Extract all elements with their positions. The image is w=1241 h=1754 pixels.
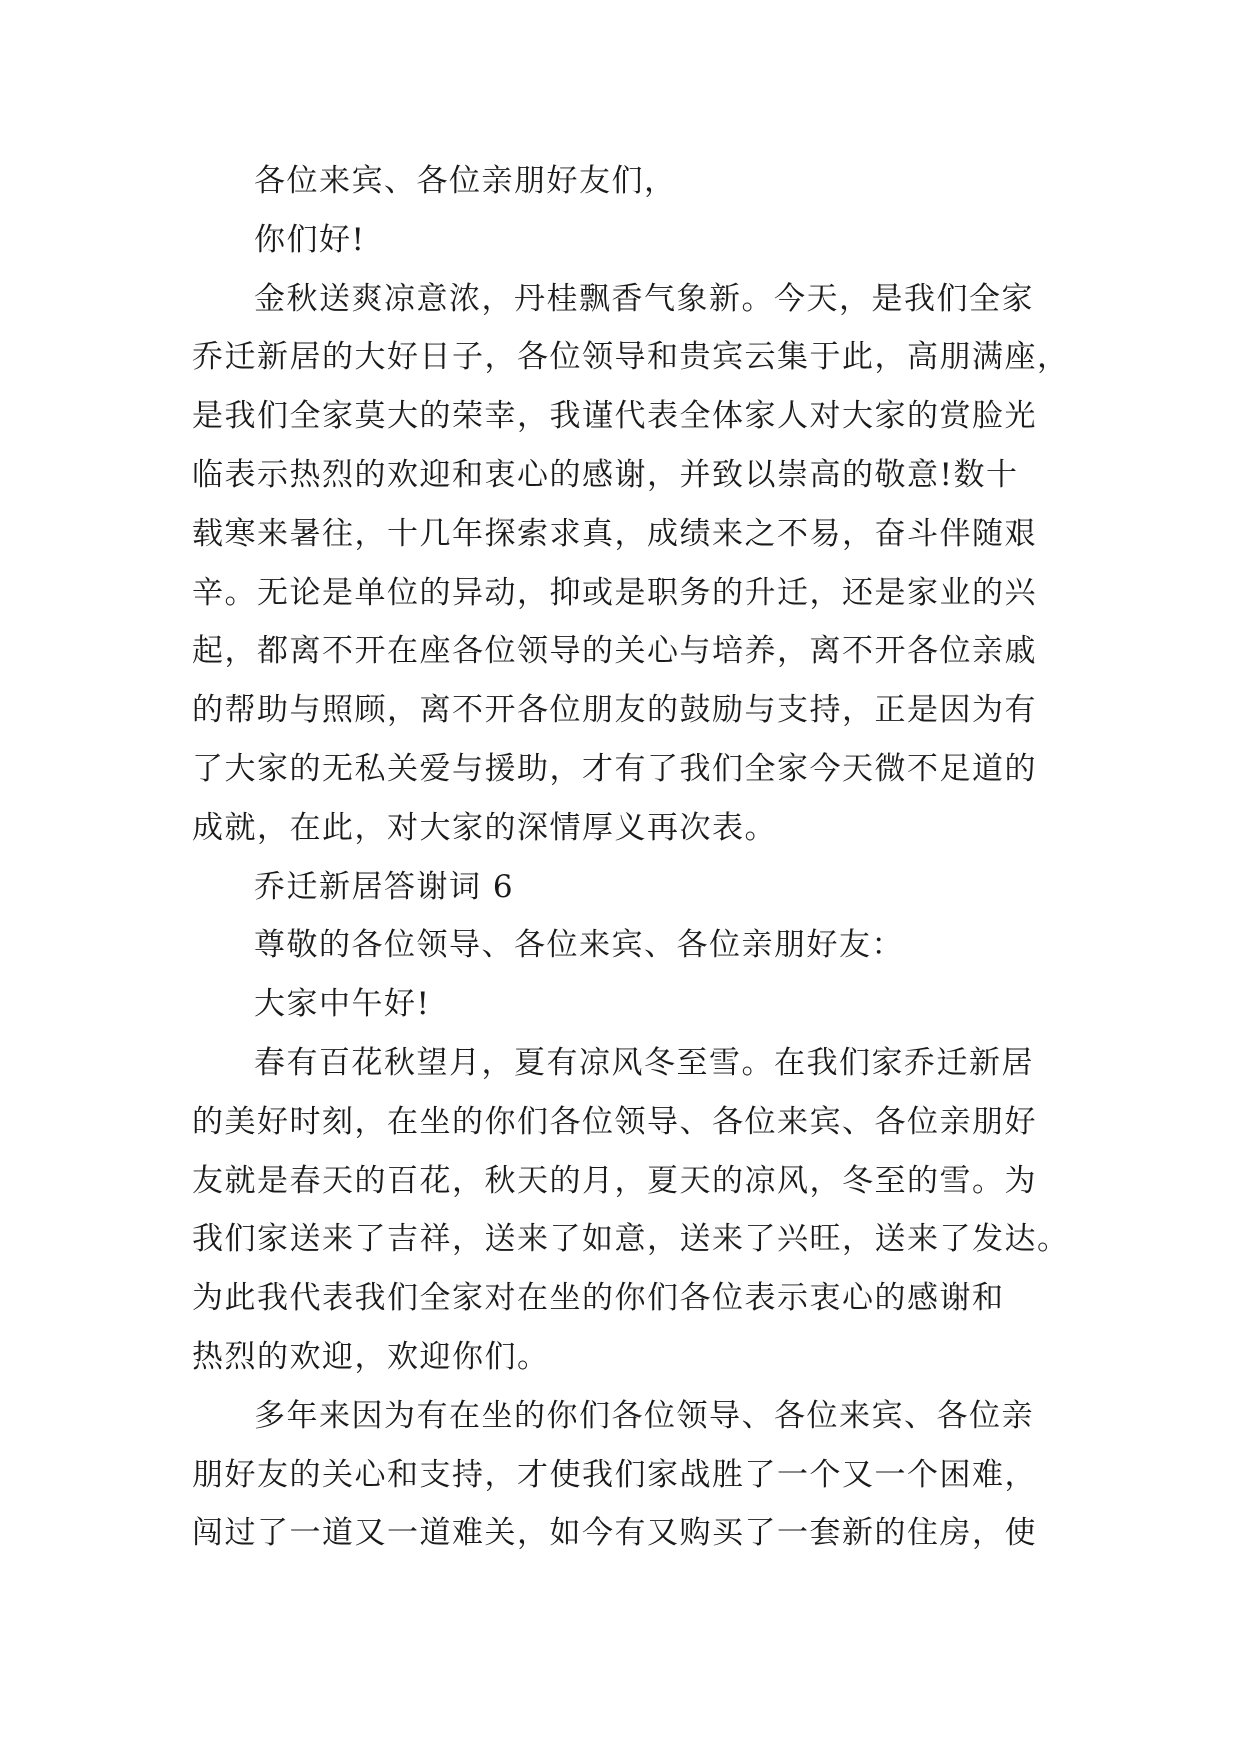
paragraph xyxy=(192,1387,1052,1563)
text-line: 你们好! xyxy=(254,221,366,258)
text-line: 朋好友的关心和支持，才使我们家战胜了一个又一个困难， xyxy=(192,1456,1037,1493)
text-line: 是我们全家莫大的荣幸，我谨代表全体家人对大家的赏脸光 xyxy=(192,398,1037,435)
text-line: 热烈的欢迎，欢迎你们。 xyxy=(192,1338,550,1375)
text-line: 载寒来暑往，十几年探索求真，成绩来之不易，奋斗伴随艰 xyxy=(192,515,1037,552)
text-line: 起，都离不开在座各位领导的关心与培养，离不开各位亲戚 xyxy=(192,633,1037,670)
paragraph xyxy=(192,152,1052,211)
text-line: 春有百花秋望月，夏有凉风冬至雪。在我们家乔迁新居 xyxy=(254,1044,1034,1081)
paragraph xyxy=(192,211,1052,270)
text-line: 友就是春天的百花，秋天的月，夏天的凉风，冬至的雪。为 xyxy=(192,1162,1037,1199)
text-line: 为此我代表我们全家对在坐的你们各位表示衷心的感谢和 xyxy=(192,1280,1005,1317)
text-line: 各位来宾、各位亲朋好友们， xyxy=(254,163,677,199)
text-line: 尊敬的各位领导、各位来宾、各位亲朋好友： xyxy=(254,927,904,964)
text-line: 我们家送来了吉祥，送来了如意，送来了兴旺，送来了发达。 xyxy=(192,1221,1070,1258)
text-line: 辛。无论是单位的异动，抑或是职务的升迁，还是家业的兴 xyxy=(192,574,1037,611)
text-line: 金秋送爽凉意浓，丹桂飘香气象新。今天，是我们全家 xyxy=(254,280,1034,317)
text-line: 的美好时刻，在坐的你们各位领导、各位来宾、各位亲朋好 xyxy=(192,1103,1037,1140)
paragraph xyxy=(192,858,1052,917)
text-line: 的帮助与照顾，离不开各位朋友的鼓励与支持，正是因为有 xyxy=(192,692,1037,729)
paragraph xyxy=(192,1034,1070,1387)
paragraph xyxy=(192,270,1070,858)
text-line: 多年来因为有在坐的你们各位领导、各位来宾、各位亲 xyxy=(254,1397,1034,1434)
text-line: 临表示热烈的欢迎和衷心的感谢，并致以崇高的敬意!数十 xyxy=(192,456,1019,493)
text-line: 了大家的无私关爱与援助，才有了我们全家今天微不足道的 xyxy=(192,750,1037,787)
text-line: 乔迁新居的大好日子，各位领导和贵宾云集于此，高朋满座， xyxy=(192,339,1070,376)
paragraph xyxy=(192,916,1052,975)
text-line: 大家中午好! xyxy=(254,986,431,1023)
document-page xyxy=(192,152,1070,1563)
paragraph xyxy=(192,975,1052,1034)
text-line: 成就，在此，对大家的深情厚义再次表。 xyxy=(192,809,777,846)
text-line: 闯过了一道又一道难关，如今有又购买了一套新的住房，使 xyxy=(192,1515,1037,1552)
text-line: 乔迁新居答谢词 6 xyxy=(254,868,515,905)
